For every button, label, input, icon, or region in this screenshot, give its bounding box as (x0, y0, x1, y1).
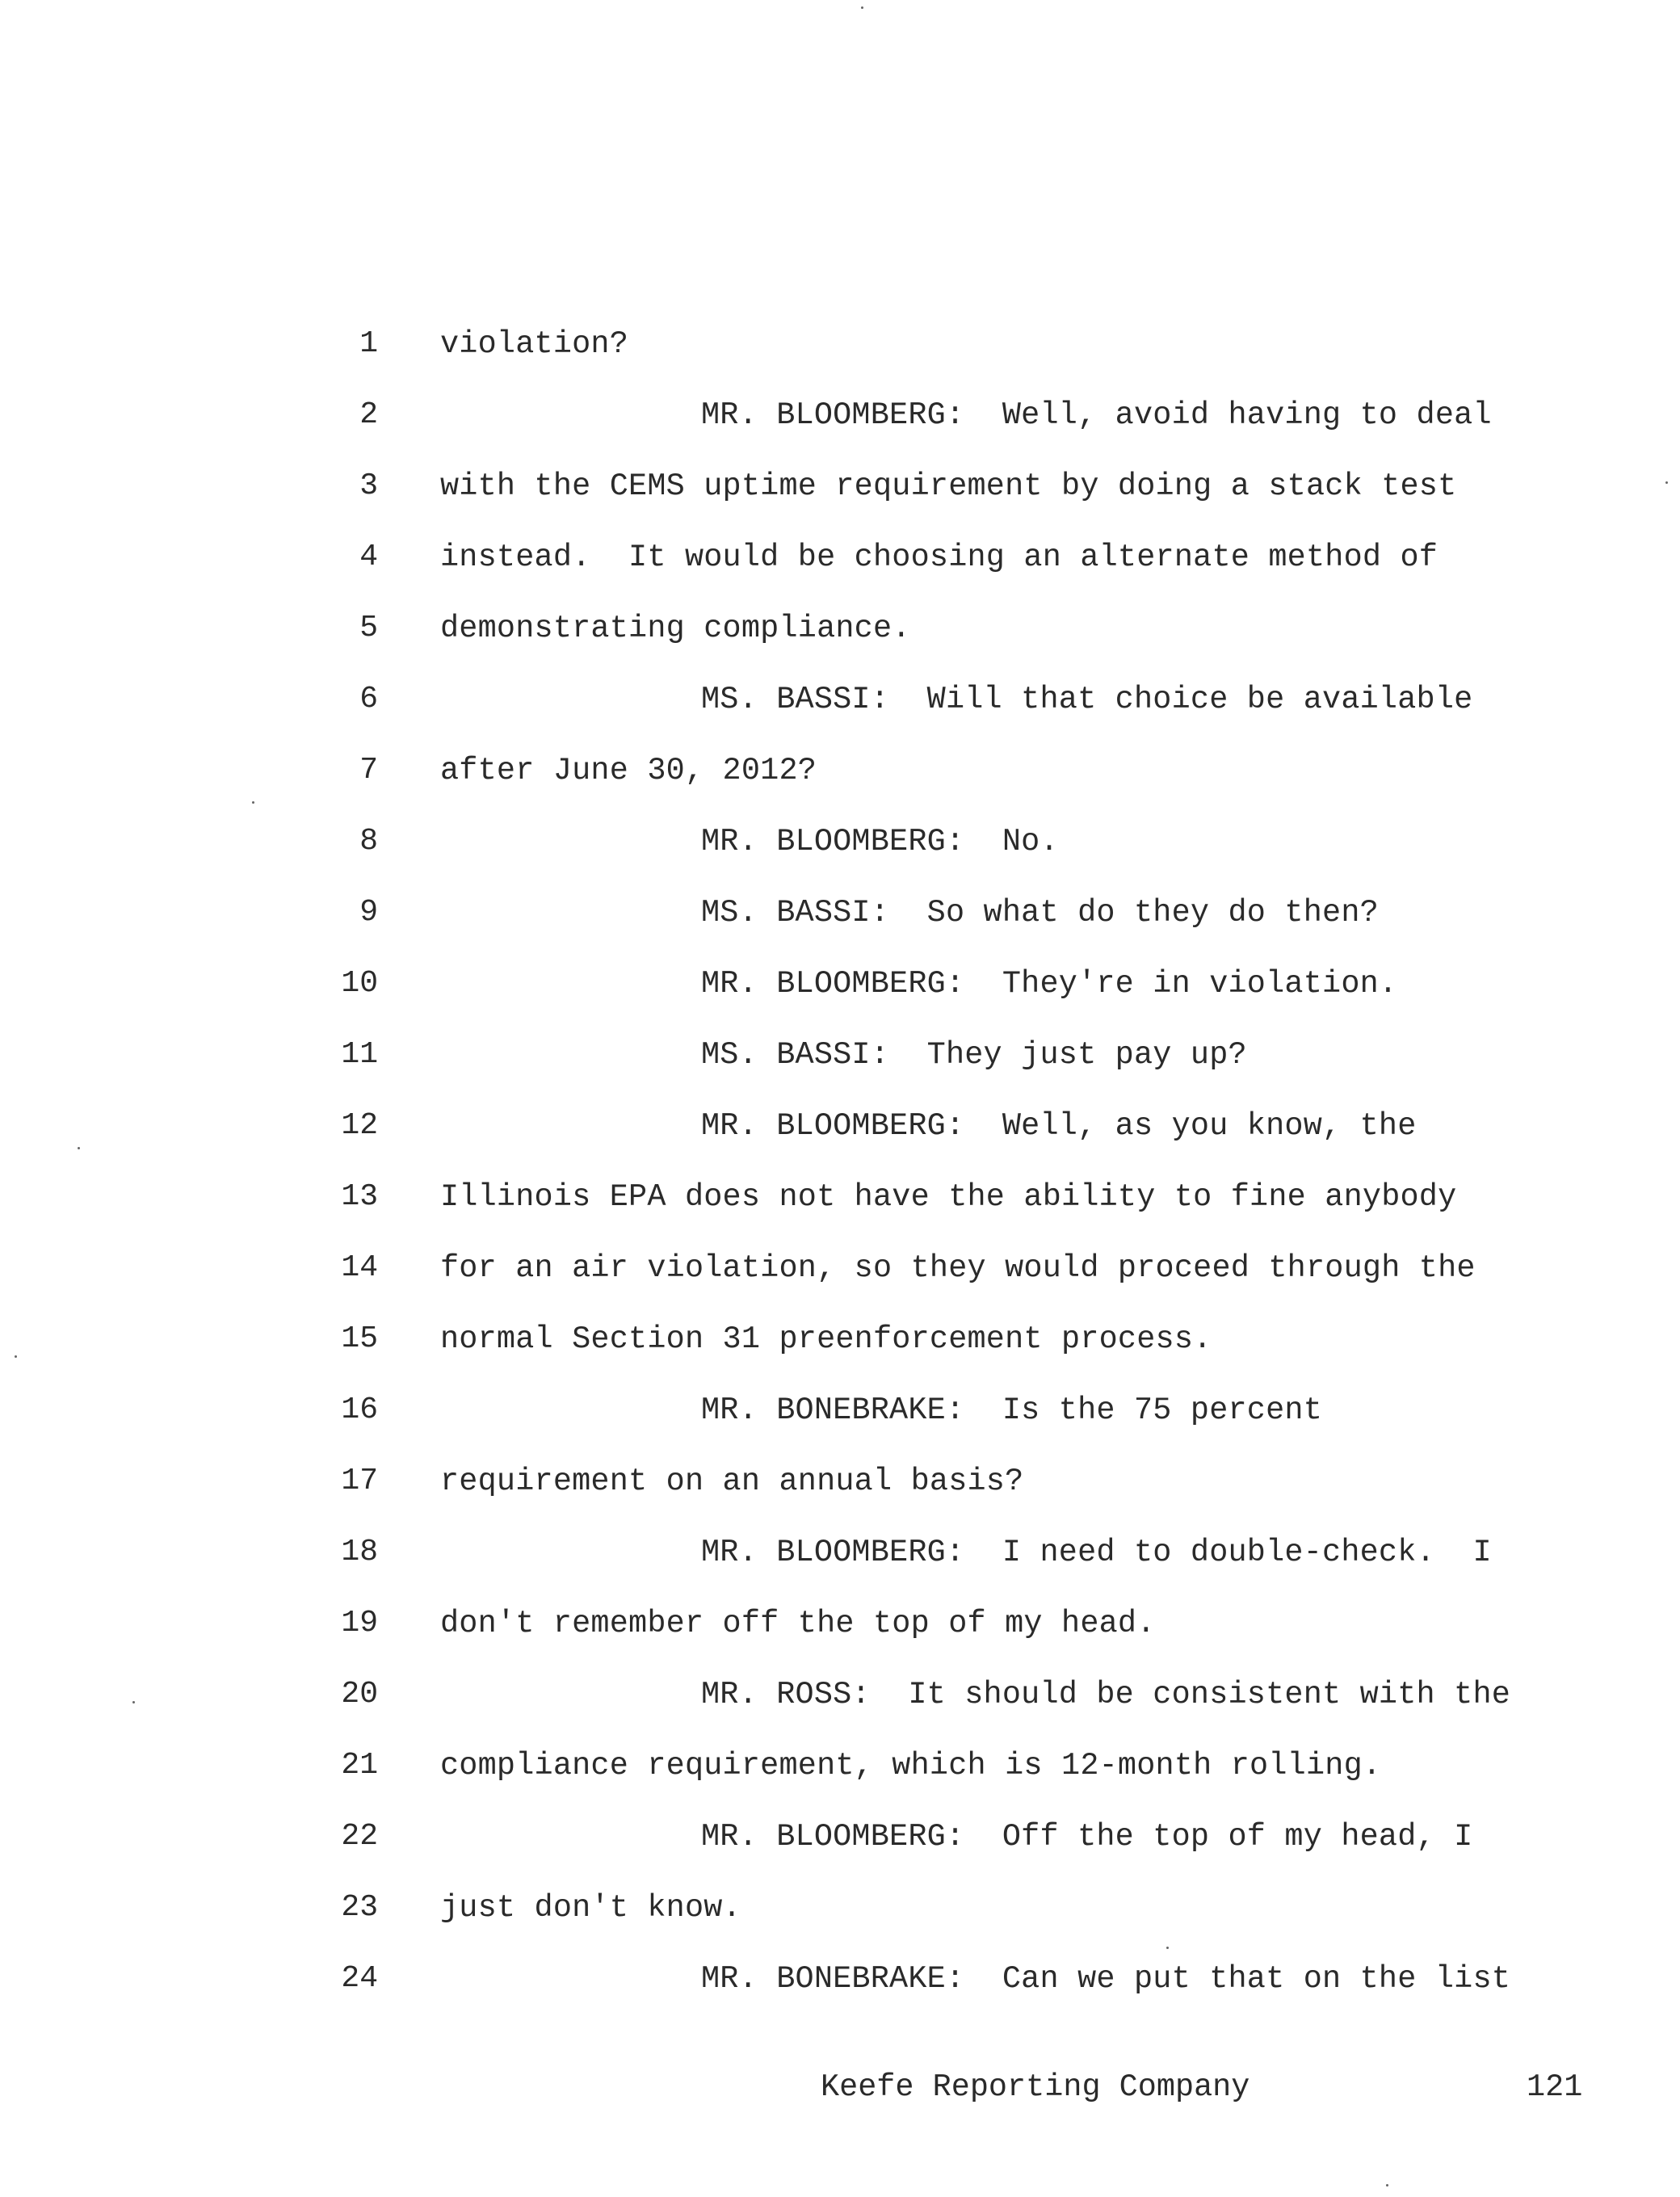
transcript-line (0, 1599, 1680, 1648)
line-number: 9 (359, 895, 378, 930)
line-number: 22 (341, 1819, 378, 1854)
line-number: 24 (341, 1961, 378, 1996)
page-number: 121 (1527, 2069, 1583, 2105)
line-number: 12 (341, 1108, 378, 1143)
scan-speck (15, 1355, 17, 1358)
line-text: demonstrating compliance. (440, 611, 911, 646)
transcript-line (0, 1813, 1680, 1861)
transcript-line (0, 1102, 1680, 1150)
line-text: compliance requirement, which is 12-month rolling. (440, 1748, 1382, 1783)
line-text: don't remember off the top of my head. (440, 1606, 1156, 1641)
transcript-line (0, 1457, 1680, 1506)
line-number: 16 (341, 1393, 378, 1427)
line-number: 14 (341, 1250, 378, 1285)
transcript-line (0, 888, 1680, 937)
line-text: for an air violation, so they would proceed through the (440, 1250, 1476, 1286)
line-number: 18 (341, 1535, 378, 1569)
line-text: MR. BLOOMBERG: They're in violation. (701, 966, 1398, 1002)
line-number: 4 (359, 540, 378, 574)
line-number: 2 (359, 397, 378, 432)
line-number: 1 (359, 326, 378, 361)
line-number: 10 (341, 966, 378, 1001)
line-text: normal Section 31 preenforcement process. (440, 1321, 1212, 1357)
scan-speck (1166, 1947, 1169, 1949)
transcript-line (0, 1884, 1680, 1932)
transcript-line (0, 675, 1680, 724)
line-number: 11 (341, 1037, 378, 1072)
transcript-line (0, 391, 1680, 439)
scan-speck (78, 1147, 80, 1149)
line-number: 13 (341, 1179, 378, 1214)
line-number: 7 (359, 753, 378, 788)
line-text: just don't know. (440, 1890, 741, 1926)
transcript-line (0, 817, 1680, 866)
line-text: MR. BLOOMBERG: Well, as you know, the (701, 1108, 1417, 1144)
scan-speck (1665, 481, 1668, 484)
line-number: 3 (359, 468, 378, 503)
scan-speck (132, 1701, 135, 1703)
line-text: after June 30, 2012? (440, 753, 817, 788)
line-text: MR. BONEBRAKE: Can we put that on the list (701, 1961, 1511, 1997)
line-text: MS. BASSI: So what do they do then? (701, 895, 1379, 930)
transcript-line (0, 960, 1680, 1008)
transcript-line (0, 533, 1680, 582)
line-text: MR. BONEBRAKE: Is the 75 percent (701, 1393, 1323, 1428)
line-number: 19 (341, 1606, 378, 1640)
line-number: 20 (341, 1677, 378, 1712)
line-text: instead. It would be choosing an alternate method of (440, 540, 1438, 575)
transcript-line (0, 1173, 1680, 1221)
transcript-line (0, 1386, 1680, 1435)
line-text: MR. BLOOMBERG: Off the top of my head, I (701, 1819, 1473, 1855)
transcript-line (0, 604, 1680, 653)
transcript-line (0, 1955, 1680, 2003)
transcript-line (0, 1670, 1680, 1719)
line-text: violation? (440, 326, 629, 362)
line-text: Illinois EPA does not have the ability to fine anybody (440, 1179, 1457, 1215)
scan-speck (252, 801, 254, 804)
footer-company: Keefe Reporting Company (821, 2069, 1250, 2105)
line-text: MR. BLOOMBERG: No. (701, 824, 1059, 859)
transcript-line (0, 1031, 1680, 1079)
scan-speck (861, 6, 863, 9)
line-text: MR. BLOOMBERG: I need to double-check. I (701, 1535, 1492, 1570)
line-number: 21 (341, 1748, 378, 1783)
transcript-line (0, 1741, 1680, 1790)
line-text: requirement on an annual basis? (440, 1464, 1024, 1499)
line-number: 8 (359, 824, 378, 859)
line-number: 17 (341, 1464, 378, 1498)
line-number: 15 (341, 1321, 378, 1356)
line-number: 23 (341, 1890, 378, 1925)
line-text: MS. BASSI: Will that choice be available (701, 682, 1473, 717)
scan-speck (1386, 2184, 1388, 2186)
transcript-line (0, 320, 1680, 368)
line-text: MR. ROSS: It should be consistent with the (701, 1677, 1511, 1712)
line-number: 6 (359, 682, 378, 716)
transcript-line (0, 746, 1680, 795)
transcript-line (0, 462, 1680, 510)
line-text: with the CEMS uptime requirement by doing a stack test (440, 468, 1457, 504)
line-text: MS. BASSI: They just pay up? (701, 1037, 1247, 1073)
transcript-line (0, 1315, 1680, 1363)
transcript-line (0, 1528, 1680, 1577)
line-text: MR. BLOOMBERG: Well, avoid having to deal (701, 397, 1492, 433)
line-number: 5 (359, 611, 378, 645)
transcript-line (0, 1244, 1680, 1292)
